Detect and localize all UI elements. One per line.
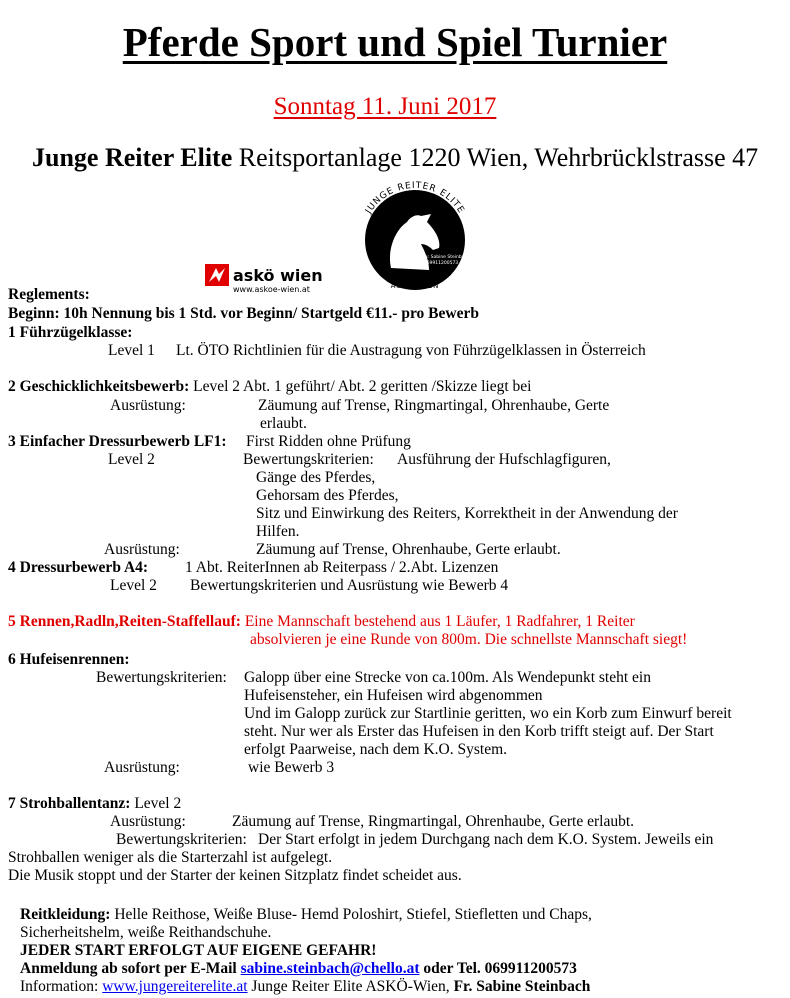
website-link[interactable]: www.jungereiterelite.at <box>102 978 248 995</box>
email-link[interactable]: sabine.steinbach@chello.at <box>240 960 420 977</box>
jre-logo-bottom-text: ASKÖ WIEN <box>390 282 440 290</box>
section-5-heading-line <box>8 612 635 631</box>
section-3-level: Level 2 <box>108 451 155 468</box>
reitkleidung-text: Helle Reithose, Weiße Bluse- Hemd Poloshirt, Stiefel, Stiefletten und Chaps, <box>110 906 592 923</box>
section-6-line-2: Hufeisensteher, ein Hufeisen wird abgenommen <box>244 687 543 704</box>
section-7-ausruestung-label: Ausrüstung: <box>110 813 186 830</box>
venue-club-name: Junge Reiter Elite <box>32 143 233 172</box>
section-1-text: Lt. ÖTO Richtlinien für die Austragung von Führzügelklassen in Österreich <box>176 342 646 359</box>
section-1-heading: 1 Führzügelklasse: <box>8 324 133 341</box>
anmeldung-line <box>20 959 577 978</box>
reitkleidung-text-2: Sicherheitshelm, weiße Reithandschuhe. <box>20 924 272 941</box>
reitkleidung-line <box>20 905 592 924</box>
section-7-heading-rest: Level 2 <box>130 795 182 812</box>
section-7-bewertung-text: Der Start erfolgt in jedem Durchgang nach dem K.O. System. Jeweils ein <box>258 831 714 848</box>
section-2-heading-rest: Level 2 Abt. 1 geführt/ Abt. 2 geritten /Skizze liegt bei <box>189 378 532 395</box>
section-3-heading-line <box>8 432 227 451</box>
section-3-bewertung-label: Bewertungskriterien: <box>243 451 374 468</box>
section-6-ausruestung-text: wie Bewerb 3 <box>248 759 335 776</box>
info-name: Fr. Sabine Steinbach <box>453 978 591 995</box>
section-2-ausruestung-text: Zäumung auf Trense, Ringmartingal, Ohrenhaube, Gerte <box>258 397 610 414</box>
section-3-heading-rest: First Ridden ohne Prüfung <box>246 433 411 450</box>
jre-logo-line2: 069911200573 <box>423 261 459 266</box>
section-6-bewertung-label: Bewertungskriterien: <box>96 669 227 686</box>
section-1-level: Level 1 <box>108 342 155 359</box>
section-4-level: Level 2 <box>110 577 157 594</box>
section-7-line-3: Die Musik stoppt und der Starter der keinen Sitzplatz findet scheidet aus. <box>8 867 462 884</box>
section-6-line-5: erfolgt Paarweise, nach dem K.O. System. <box>244 741 508 758</box>
jre-logo-top-text: JUNGE REITER ELITE <box>363 180 467 216</box>
info-mid: Junge Reiter Elite ASKÖ-Wien, <box>247 978 454 995</box>
reitkleidung-label: Reitkleidung: <box>20 906 111 923</box>
section-7-heading-line <box>8 794 181 813</box>
jre-logo-line1: Obfrau: Sabine Steinbach <box>412 255 470 260</box>
section-7-line-2: Strohballen weniger als die Starterzahl ist aufgelegt. <box>8 849 333 866</box>
asko-name: askö wien <box>233 266 323 285</box>
venue-line <box>32 143 758 173</box>
section-3-bewertung-1: Ausführung der Hufschlagfiguren, <box>397 451 611 468</box>
section-6-heading: 6 Hufeisenrennen: <box>8 651 130 668</box>
section-2-ausruestung-label: Ausrüstung: <box>110 397 186 414</box>
section-5-text-2: absolvieren je eine Runde von 800m. Die schnellste Mannschaft siegt! <box>250 631 688 648</box>
section-3-ausruestung-text: Zäumung auf Trense, Ohrenhaube, Gerte erlaubt. <box>256 541 561 558</box>
asko-url: www.askoe-wien.at <box>233 285 310 294</box>
reglements-heading: Reglements: <box>8 286 90 303</box>
section-7-bewertung-label: Bewertungskriterien: <box>116 831 247 848</box>
section-4-text: Bewertungskriterien und Ausrüstung wie Bewerb 4 <box>190 577 509 594</box>
asko-wien-logo <box>205 262 335 294</box>
section-6-line-1: Galopp über eine Strecke von ca.100m. Als Wendepunkt steht ein <box>244 669 651 686</box>
page-title: Pferde Sport und Spiel Turnier <box>122 19 668 65</box>
section-2-heading-line <box>8 377 531 396</box>
section-6-line-3: Und im Galopp zurück zur Startlinie geritten, wo ein Korb zum Einwurf bereit <box>244 705 732 722</box>
section-4-heading-rest: 1 Abt. ReiterInnen ab Reiterpass / 2.Abt. Lizenzen <box>185 559 499 576</box>
info-pre: Information: <box>20 978 103 995</box>
anmeldung-pre: Anmeldung ab sofort per E-Mail <box>20 960 241 977</box>
section-3-bewertung-4: Sitz und Einwirkung des Reiters, Korrektheit in der Anwendung der <box>256 505 678 522</box>
event-date: Sonntag 11. Juni 2017 <box>273 93 497 120</box>
anmeldung-post: oder Tel. 069911200573 <box>419 960 577 977</box>
section-5-text-1: Eine Mannschaft bestehend aus 1 Läufer, 1 Radfahrer, 1 Reiter <box>240 613 635 630</box>
section-3-bewertung-2: Gänge des Pferdes, <box>256 469 376 486</box>
beginn-line: Beginn: 10h Nennung bis 1 Std. vor Beginn/ Startgeld €11.- pro Bewerb <box>8 305 479 322</box>
junge-reiter-elite-logo <box>345 178 485 290</box>
venue-address: Reitsportanlage 1220 Wien, Wehrbrücklstrasse 47 <box>232 143 759 172</box>
section-2-ausruestung-text2: erlaubt. <box>260 415 307 432</box>
section-5-heading: 5 Rennen,Radln,Reiten-Staffellauf: <box>8 613 241 630</box>
section-3-ausruestung-label: Ausrüstung: <box>104 541 180 558</box>
information-line <box>20 977 590 996</box>
section-3-heading: 3 Einfacher Dressurbewerb LF1: <box>8 433 227 450</box>
section-3-bewertung-3: Gehorsam des Pferdes, <box>256 487 399 504</box>
section-6-line-4: steht. Nur wer als Erster das Hufeisen in den Korb trifft steigt auf. Der Start <box>244 723 714 740</box>
section-4-heading: 4 Dressurbewerb A4: <box>8 559 149 576</box>
section-2-heading: 2 Geschicklichkeitsbewerb: <box>8 378 190 395</box>
warning-line: JEDER START ERFOLGT AUF EIGENE GEFAHR! <box>20 942 377 959</box>
section-6-ausruestung-label: Ausrüstung: <box>104 759 180 776</box>
section-3-bewertung-5: Hilfen. <box>256 523 300 540</box>
section-7-ausruestung-text: Zäumung auf Trense, Ringmartingal, Ohrenhaube, Gerte erlaubt. <box>232 813 635 830</box>
section-7-heading: 7 Strohballentanz: <box>8 795 131 812</box>
